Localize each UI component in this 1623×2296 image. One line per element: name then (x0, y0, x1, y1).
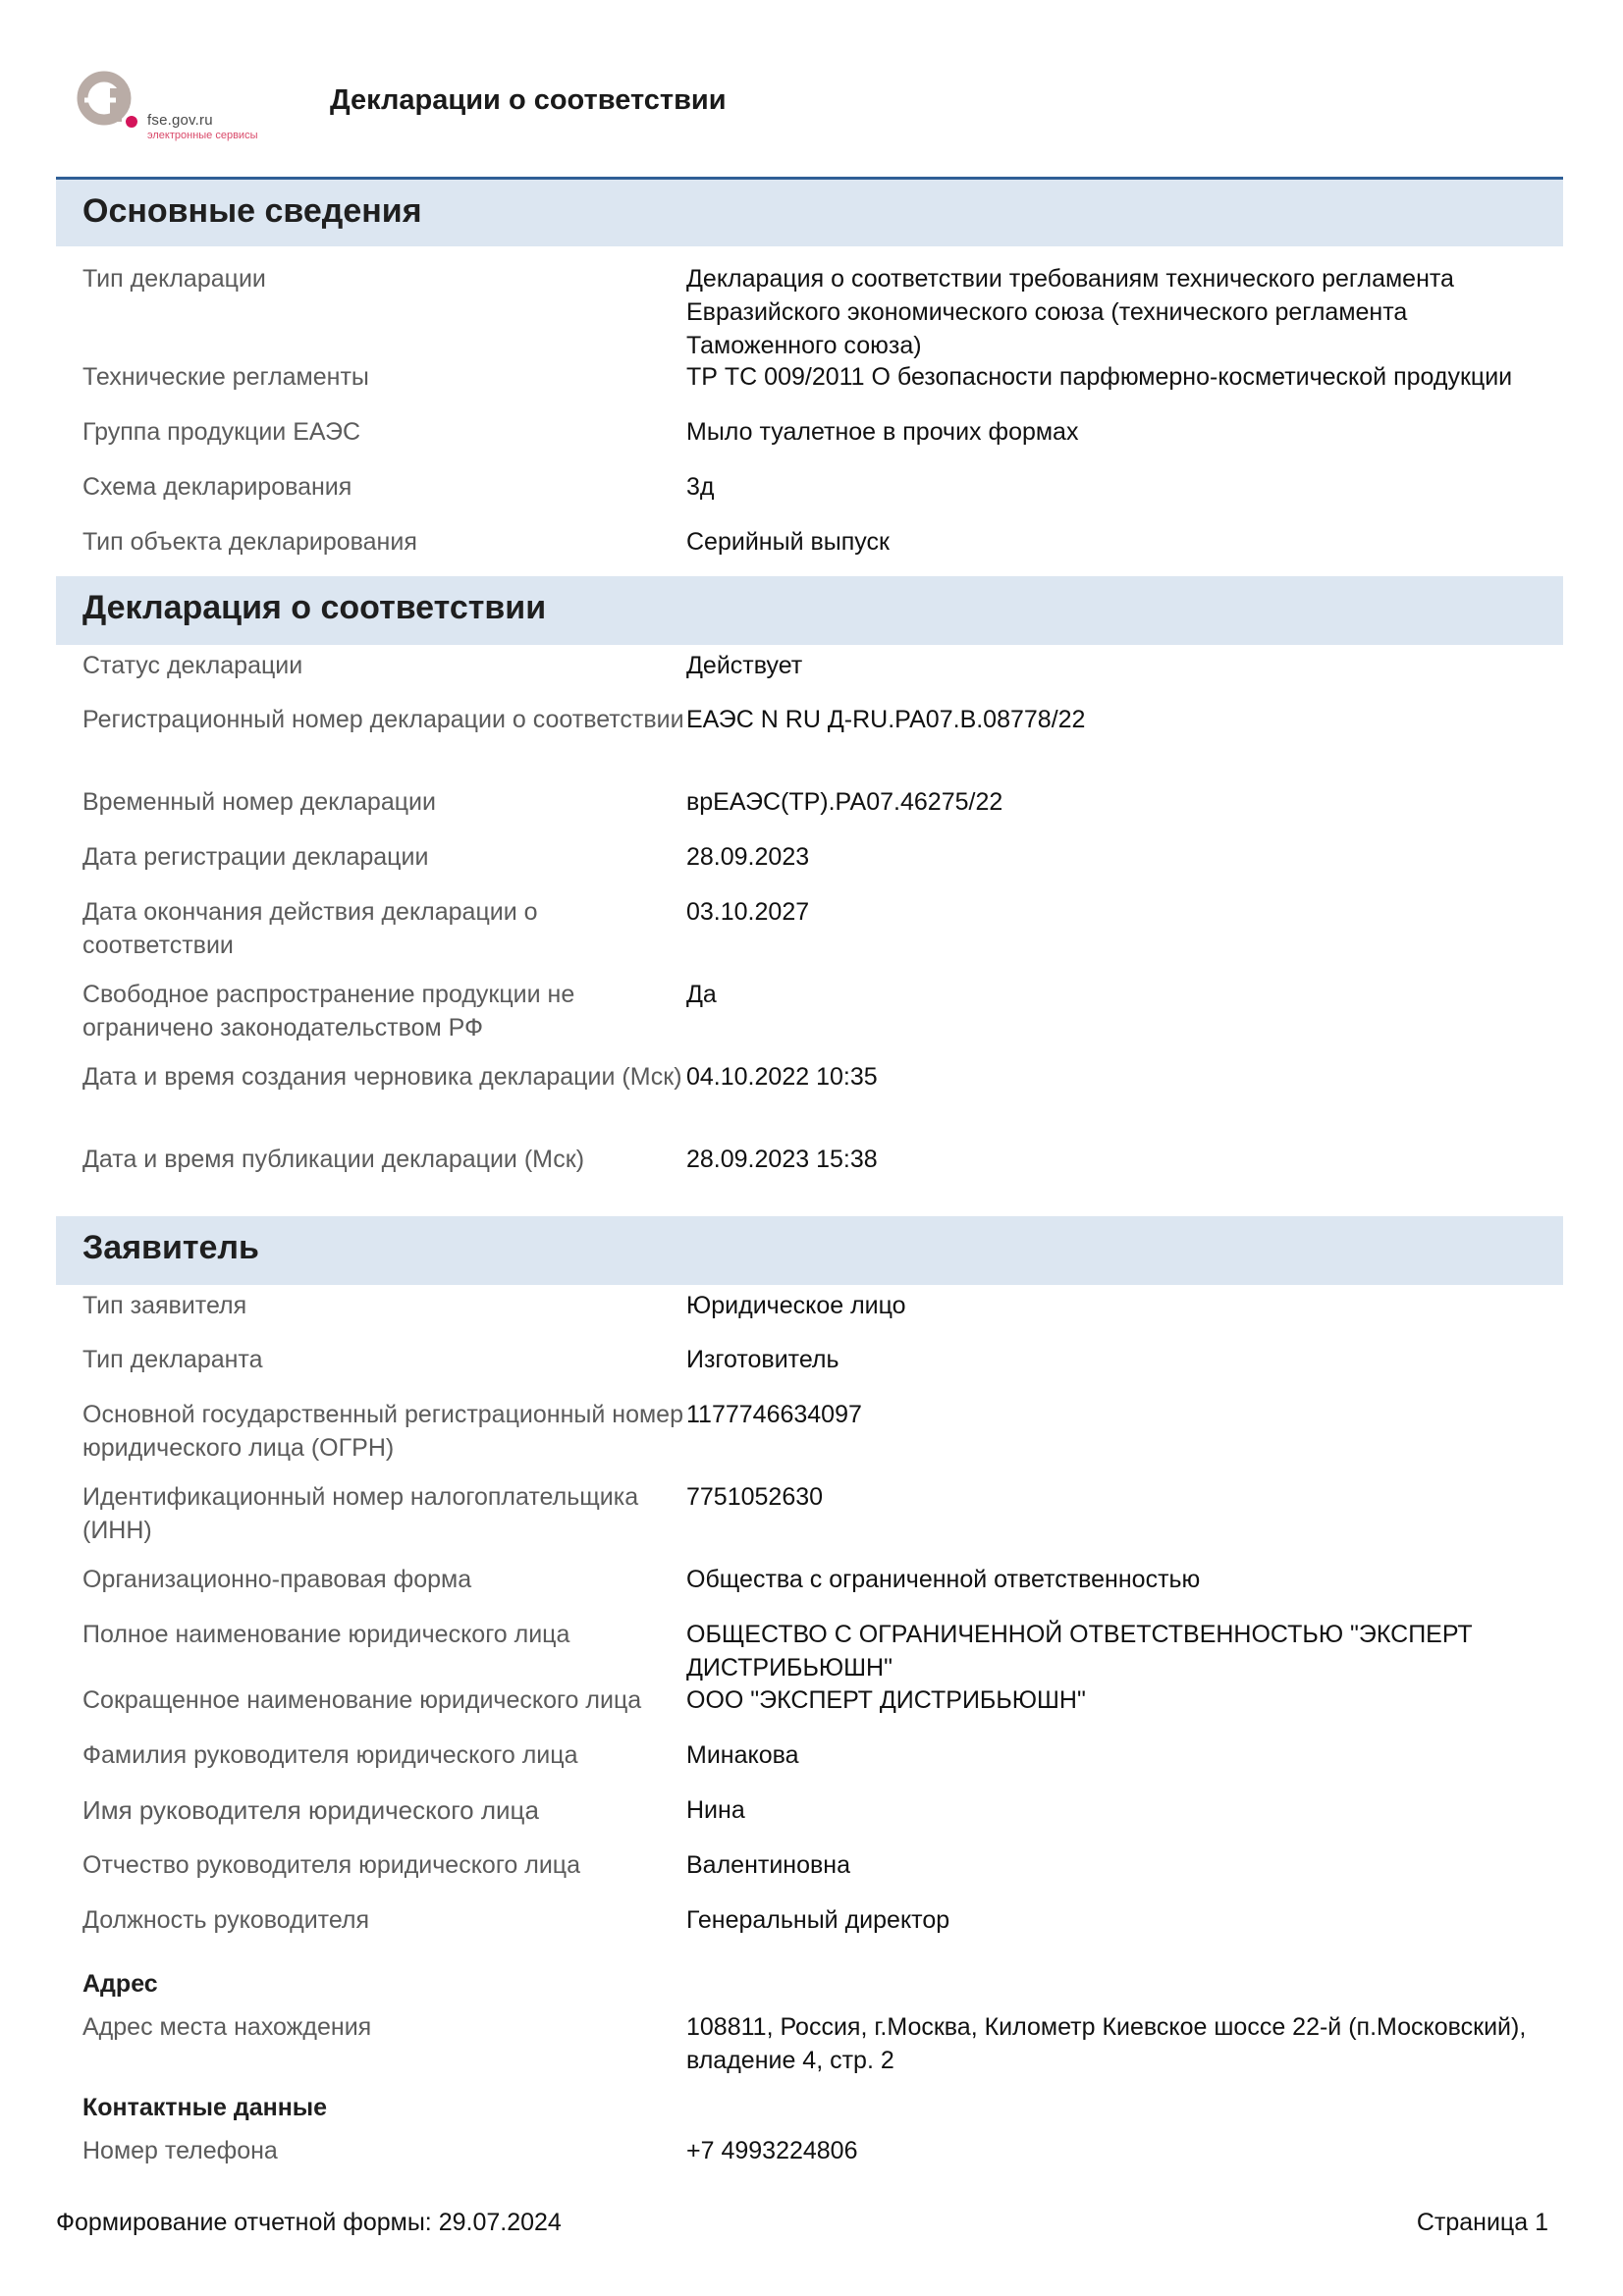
field-label: Дата и время публикации декларации (Мск) (82, 1146, 585, 1173)
field-row (82, 703, 1563, 785)
address-heading: Адрес (82, 1970, 158, 1998)
status-value: Действует (686, 652, 803, 679)
section-declaration-header (56, 576, 1563, 645)
field-value: врЕАЭС(ТР).РА07.46275/22 (686, 788, 1003, 816)
field-value: Декларация о соответствии требованиям технического регламента Евразийского экономического союза (технического регламента Таможенного союза) (686, 265, 1454, 359)
field-value: ЕАЭС N RU Д-RU.РА07.В.08778/22 (686, 706, 1086, 733)
field-value: 7751052630 (686, 1483, 824, 1511)
field-row (82, 1289, 1563, 1343)
field-label: Имя руководителя юридического лица (82, 1795, 539, 1825)
field-value: ОБЩЕСТВО С ОГРАНИЧЕННОЙ ОТВЕТСТВЕННОСТЬЮ "ЭКСПЕРТ ДИСТРИБЬЮШН" (686, 1621, 1473, 1682)
section-title: Декларация о соответствии (82, 589, 547, 626)
field-label: Дата и время создания черновика декларации (Мск) (82, 1063, 682, 1091)
field-row (82, 649, 1563, 703)
section-applicant-header (56, 1216, 1563, 1285)
field-value: Нина (686, 1796, 745, 1824)
field-value: 28.09.2023 15:38 (686, 1146, 878, 1173)
field-value: Юридическое лицо (686, 1292, 906, 1319)
field-value: ТР ТС 009/2011 О безопасности парфюмерно-косметической продукции (686, 363, 1513, 391)
field-label: Должность руководителя (82, 1906, 370, 1934)
field-row (82, 1343, 1563, 1398)
section-applicant-rows (56, 1285, 1563, 1967)
field-row (82, 525, 1563, 566)
field-label: Тип декларации (82, 265, 266, 293)
field-value: 28.09.2023 (686, 843, 810, 871)
field-label: Отчество руководителя юридического лица (82, 1851, 581, 1879)
fse-logo-icon (77, 71, 137, 132)
field-label: Полное наименование юридического лица (82, 1621, 570, 1648)
field-label: Адрес места нахождения (82, 2013, 372, 2041)
field-row (82, 1563, 1563, 1618)
field-value: Изготовитель (686, 1346, 839, 1373)
field-value: Генеральный директор (686, 1906, 950, 1934)
fse-logo[interactable] (77, 69, 273, 147)
field-row (82, 1683, 1563, 1738)
section-basic-rows (56, 246, 1563, 566)
field-value: Серийный выпуск (686, 528, 890, 556)
field-value: Минакова (686, 1741, 799, 1769)
page-title: Декларации о соответствии (330, 84, 727, 116)
field-row (82, 2010, 1563, 2091)
field-label: Номер телефона (82, 2137, 278, 2164)
field-value: 1177746634097 (686, 1401, 862, 1428)
contact-rows (56, 2134, 1563, 2173)
field-label: Организационно-правовая форма (82, 1566, 472, 1593)
field-row (82, 1143, 1563, 1207)
field-row (82, 262, 1563, 360)
field-label: Схема декларирования (82, 473, 352, 501)
field-row (82, 360, 1563, 415)
field-row (82, 1618, 1563, 1683)
field-label: Тип декларанта (82, 1346, 263, 1373)
field-label: Фамилия руководителя юридического лица (82, 1741, 578, 1769)
field-label: Свободное распространение продукции не ограничено законодательством РФ (82, 981, 575, 1041)
report-date: Формирование отчетной формы: 29.07.2024 (56, 2209, 562, 2236)
section-basic-header (56, 177, 1563, 246)
section-declaration-rows (56, 645, 1563, 1207)
field-label: Тип заявителя (82, 1292, 247, 1319)
field-row (82, 1793, 1563, 1848)
section-title: Основные сведения (82, 192, 422, 230)
field-row (82, 785, 1563, 840)
contacts-heading: Контактные данные (82, 2094, 328, 2121)
field-value: 04.10.2022 10:35 (686, 1063, 878, 1091)
page-number: Страница 1 (1416, 2209, 1548, 2236)
field-value: Общества с ограниченной ответственностью (686, 1566, 1201, 1593)
address-value: 108811, Россия, г.Москва, Километр Киевское шоссе 22-й (п.Московский), владение 4, стр. 2 (686, 2013, 1527, 2074)
field-label: Основной государственный регистрационный номер юридического лица (ОГРН) (82, 1401, 683, 1462)
field-row (82, 2134, 1563, 2173)
field-label: Тип объекта декларирования (82, 528, 417, 556)
field-label: Регистрационный номер декларации о соответствии (82, 706, 684, 733)
field-label: Сокращенное наименование юридического лица (82, 1686, 642, 1714)
field-row (82, 415, 1563, 470)
field-value: 3д (686, 473, 715, 501)
field-row (82, 895, 1563, 978)
field-value: 03.10.2027 (686, 898, 810, 926)
field-value: ООО "ЭКСПЕРТ ДИСТРИБЬЮШН" (686, 1686, 1086, 1714)
document-body (56, 177, 1563, 2173)
field-label: Группа продукции ЕАЭС (82, 418, 361, 446)
logo-domain: fse.gov.ru (147, 112, 213, 129)
page-header (77, 69, 1549, 147)
field-label: Идентификационный номер налогоплательщика (ИНН) (82, 1483, 639, 1544)
section-title: Заявитель (82, 1229, 259, 1266)
field-label: Временный номер декларации (82, 788, 436, 816)
field-label: Технические регламенты (82, 363, 369, 391)
field-row (82, 1480, 1563, 1563)
field-row (82, 1848, 1563, 1903)
field-row (82, 1738, 1563, 1793)
field-row (82, 470, 1563, 525)
field-value: Мыло туалетное в прочих формах (686, 418, 1079, 446)
field-row (82, 1398, 1563, 1480)
field-value: Да (686, 981, 717, 1008)
field-row (82, 1903, 1563, 1967)
field-label: Дата регистрации декларации (82, 843, 429, 871)
field-row (82, 978, 1563, 1060)
logo-subtitle: электронные сервисы (147, 130, 258, 141)
field-value: Валентиновна (686, 1851, 850, 1879)
phone-value: +7 4993224806 (686, 2137, 858, 2164)
field-row (82, 840, 1563, 895)
field-label: Дата окончания действия декларации о соответствии (82, 898, 538, 959)
field-label: Статус декларации (82, 652, 303, 679)
field-row (82, 1060, 1563, 1143)
address-rows (56, 2010, 1563, 2091)
